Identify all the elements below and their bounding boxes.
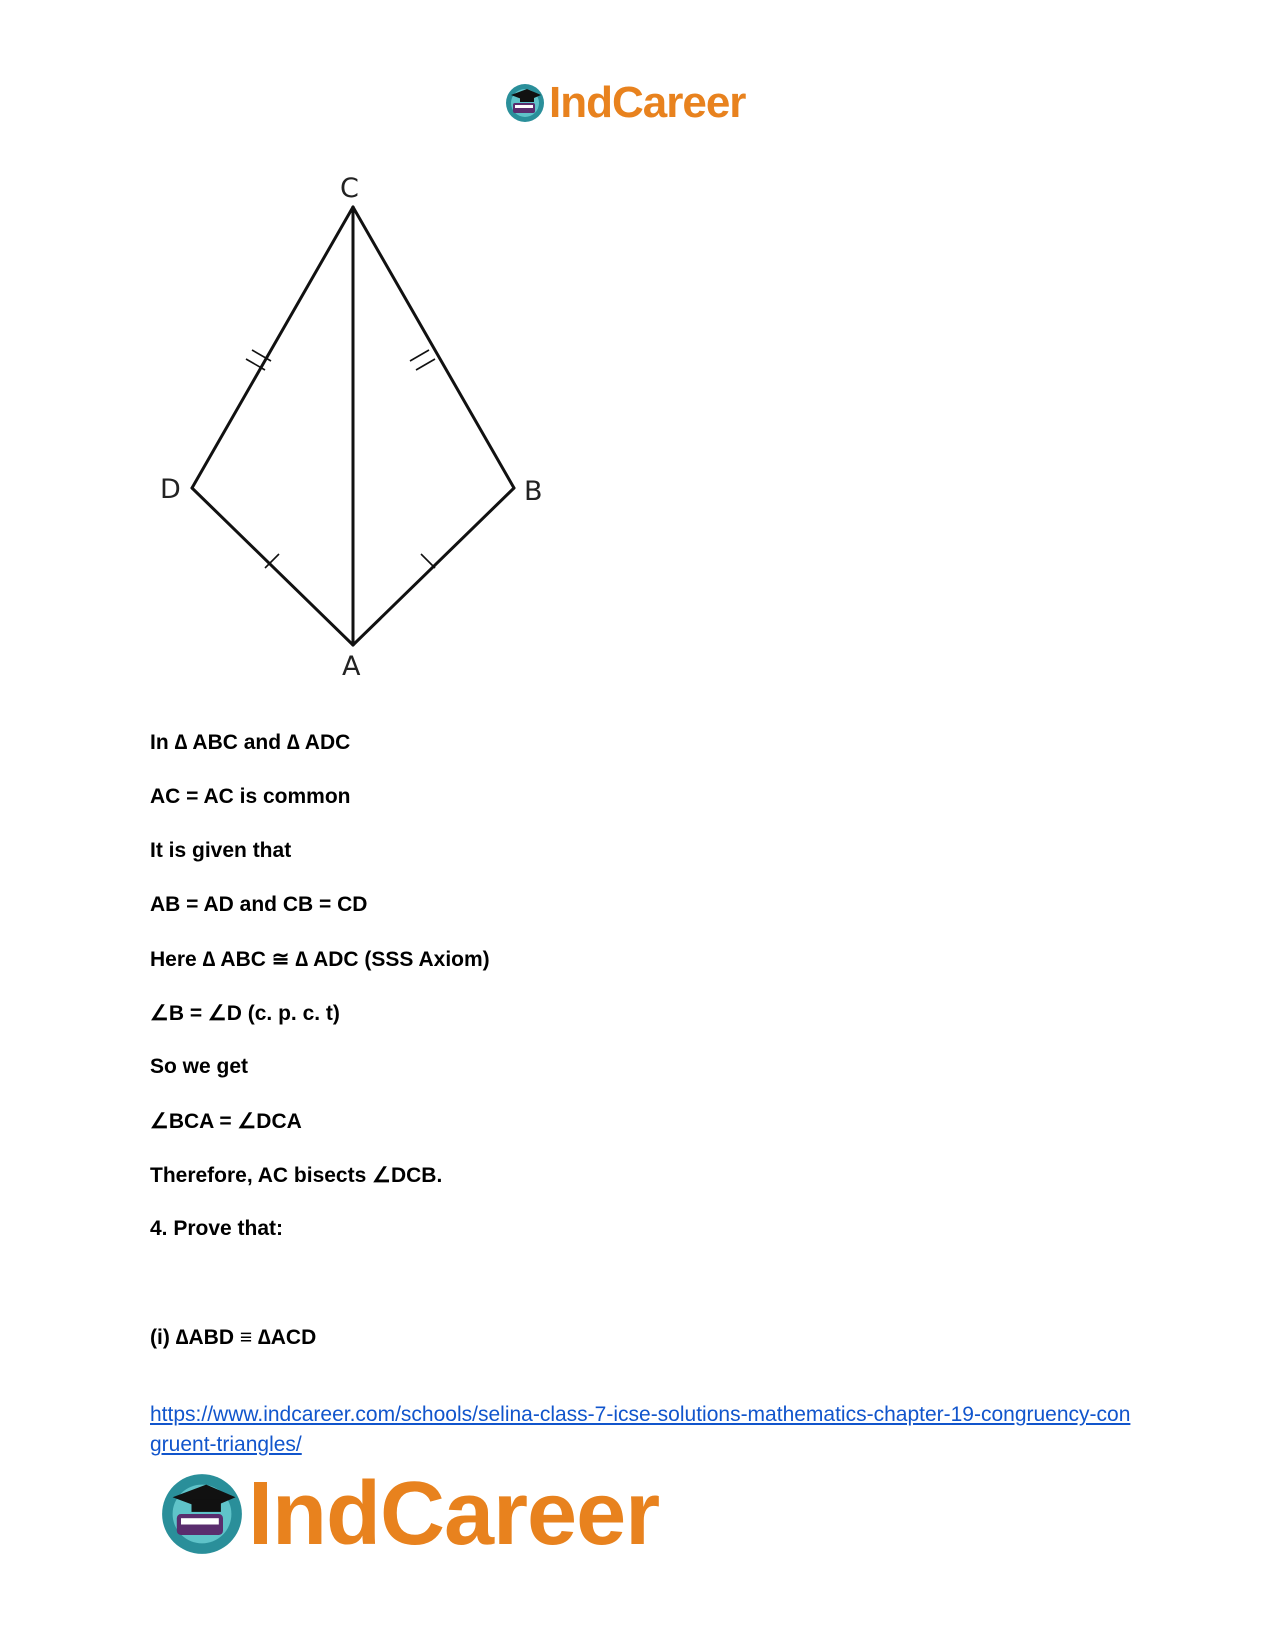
kite-diagram [140, 170, 543, 690]
source-link[interactable]: https://www.indcareer.com/schools/selina-class-7-icse-solutions-mathematics-chapter-19-congruency-congruent-triangles/ [150, 1403, 1131, 1456]
graduation-cap-globe-icon [505, 83, 545, 123]
side-cb [353, 207, 514, 488]
text-line: AB = AD and CB = CD [150, 893, 368, 916]
text-line: AC = AC is common [150, 785, 351, 808]
side-da [192, 488, 353, 645]
side-cd [192, 207, 353, 488]
text-line: Therefore, AC bisects ∠DCB. [150, 1164, 443, 1187]
vertex-label-a: A [342, 651, 361, 682]
question-part: (i) ∆ABD ≡ ∆ACD [150, 1326, 317, 1349]
vertex-label-b: B [524, 476, 543, 507]
tick-mark-cb-1 [416, 359, 435, 370]
text-line: It is given that [150, 839, 292, 862]
text-line: ∠BCA = ∠DCA [150, 1110, 302, 1133]
question-heading: 4. Prove that: [150, 1217, 284, 1240]
footer-logo [160, 1464, 660, 1564]
text-line: Here ∆ ABC ≅ ∆ ADC (SSS Axiom) [150, 948, 490, 971]
tick-mark-ba [421, 554, 435, 568]
vertex-label-d: D [160, 474, 181, 505]
graduation-cap-globe-icon [160, 1472, 244, 1556]
text-line: In ∆ ABC and ∆ ADC [150, 731, 351, 754]
header-logo [505, 78, 745, 128]
logo-wordmark: IndCareer [549, 78, 746, 127]
text-line: ∠B = ∠D (c. p. c. t) [150, 1002, 340, 1025]
tick-mark-cb-2 [410, 350, 429, 361]
text-line: So we get [150, 1055, 249, 1078]
vertex-label-c: C [340, 173, 359, 204]
logo-wordmark: IndCareer [248, 1464, 660, 1564]
